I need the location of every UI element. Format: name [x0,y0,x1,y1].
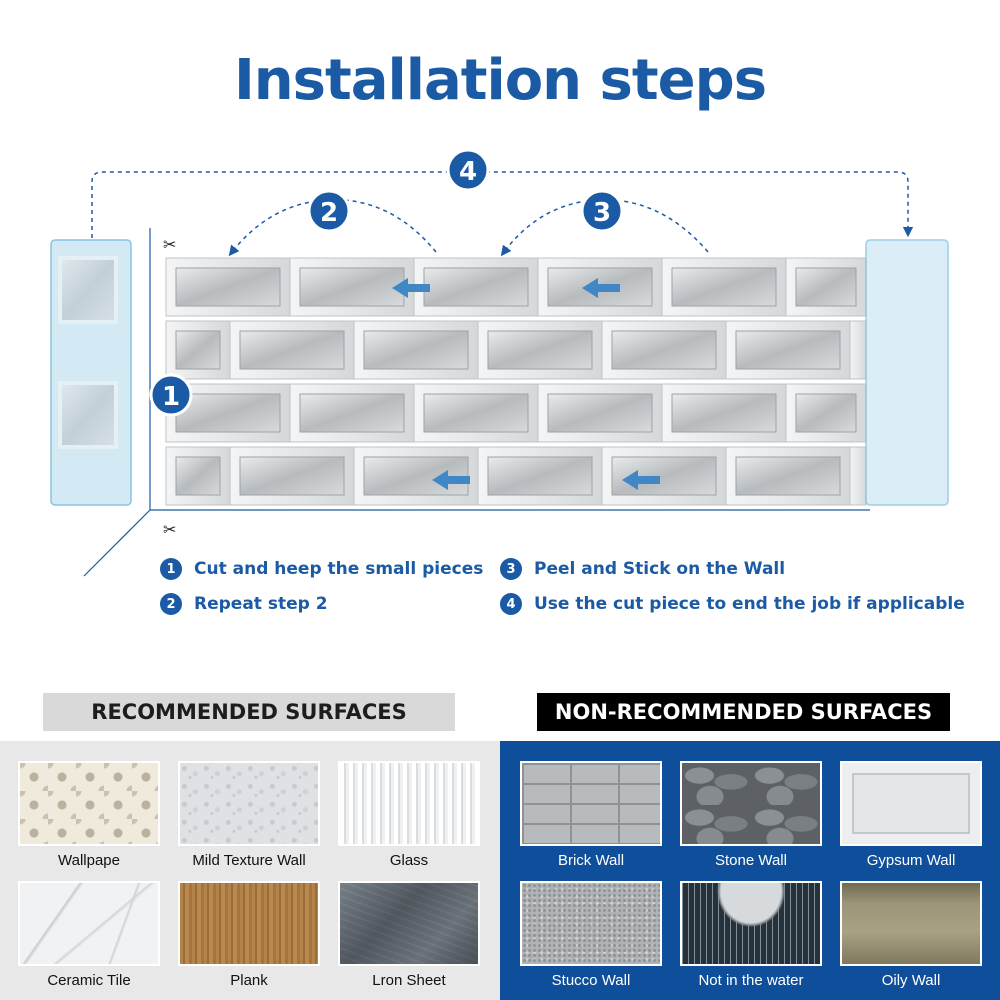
surface-label: Wallpape [58,852,120,869]
surface-card [840,761,982,869]
brick-tile [850,447,866,505]
surface-label: Mild Texture Wall [192,852,306,869]
svg-text:4: 4 [458,157,478,187]
svg-text:3: 3 [592,198,612,228]
step-item-4 [500,593,965,615]
steps-list [0,556,1000,626]
brick-glass [488,457,592,495]
brick-glass [736,457,840,495]
surface-card [18,881,160,989]
step-text: Repeat step 2 [194,594,328,614]
surface-label: Oily Wall [881,972,941,989]
surface-card [18,761,160,869]
brick-glass [300,268,404,306]
surface-card [520,881,662,989]
scissors-icon: ✂ [163,520,177,539]
brick-glass [176,268,280,306]
svg-text:2: 2 [319,198,339,228]
surface-card [338,761,480,869]
step-marker-4 [448,150,488,190]
gypsum-wall-swatch [840,761,982,846]
recommended-header: RECOMMENDED SURFACES [43,693,455,731]
brick-glass [548,394,652,432]
svg-text:1: 1 [161,382,181,412]
water-shower-swatch [680,881,822,966]
step-number: 4 [500,593,522,615]
brick-glass [176,331,220,369]
surface-label: Ceramic Tile [47,972,131,989]
brick-tile [850,321,866,379]
glass-swatch [338,761,480,846]
brick-glass [796,268,856,306]
step-item-1 [160,558,483,580]
tile-panel [166,258,866,505]
surface-card [680,881,822,989]
step-number: 1 [160,558,182,580]
cut-piece-left [51,240,131,505]
brick-glass [672,394,776,432]
surface-label: Glass [389,852,429,869]
installation-diagram [0,140,1000,580]
step-item-2 [160,593,328,615]
surface-card [338,881,480,989]
step-number: 3 [500,558,522,580]
surface-card [680,761,822,869]
surface-label: Gypsum Wall [866,852,956,869]
brick-glass [424,268,528,306]
step-text: Peel and Stick on the Wall [534,559,786,579]
brick-glass [364,331,468,369]
plank-swatch [178,881,320,966]
brick-glass [612,457,716,495]
step-marker-2 [309,191,349,231]
surface-label: Stucco Wall [551,972,631,989]
stucco-wall-swatch [520,881,662,966]
surface-card [178,881,320,989]
page-title: Installation steps [233,48,767,113]
step-text: Use the cut piece to end the job if applicable [534,594,965,614]
cut-piece-right [866,240,948,505]
brick-glass [736,331,840,369]
brick-glass [612,331,716,369]
stone-wall-swatch [680,761,822,846]
surface-card [840,881,982,989]
surface-card [178,761,320,869]
surface-label: Stone Wall [715,852,787,869]
surface-label: Not in the water [698,972,804,989]
iron-sheet-swatch [338,881,480,966]
mild-texture-swatch [178,761,320,846]
brick-glass [672,268,776,306]
brick-glass [488,331,592,369]
step-marker-3 [582,191,622,231]
surface-card [520,761,662,869]
brick-glass [176,457,220,495]
brick-wall-swatch [520,761,662,846]
step-marker-1 [151,375,191,415]
brick-glass [424,394,528,432]
step-number: 2 [160,593,182,615]
surface-label: Lron Sheet [372,972,446,989]
brick-glass [240,331,344,369]
non-recommended-header: NON-RECOMMENDED SURFACES [537,693,950,731]
wallpaper-swatch [18,761,160,846]
ceramic-tile-swatch [18,881,160,966]
oily-wall-swatch [840,881,982,966]
brick-glass [240,457,344,495]
non-recommended-panel [500,741,1000,1000]
step-item-3 [500,558,785,580]
step-4-path [92,172,908,238]
brick-glass [796,394,856,432]
scissors-icon: ✂ [163,235,177,254]
surface-label: Plank [230,972,268,989]
recommended-panel [0,741,500,1000]
surface-label: Brick Wall [557,852,625,869]
brick-glass [300,394,404,432]
step-text: Cut and heep the small pieces [194,559,484,579]
